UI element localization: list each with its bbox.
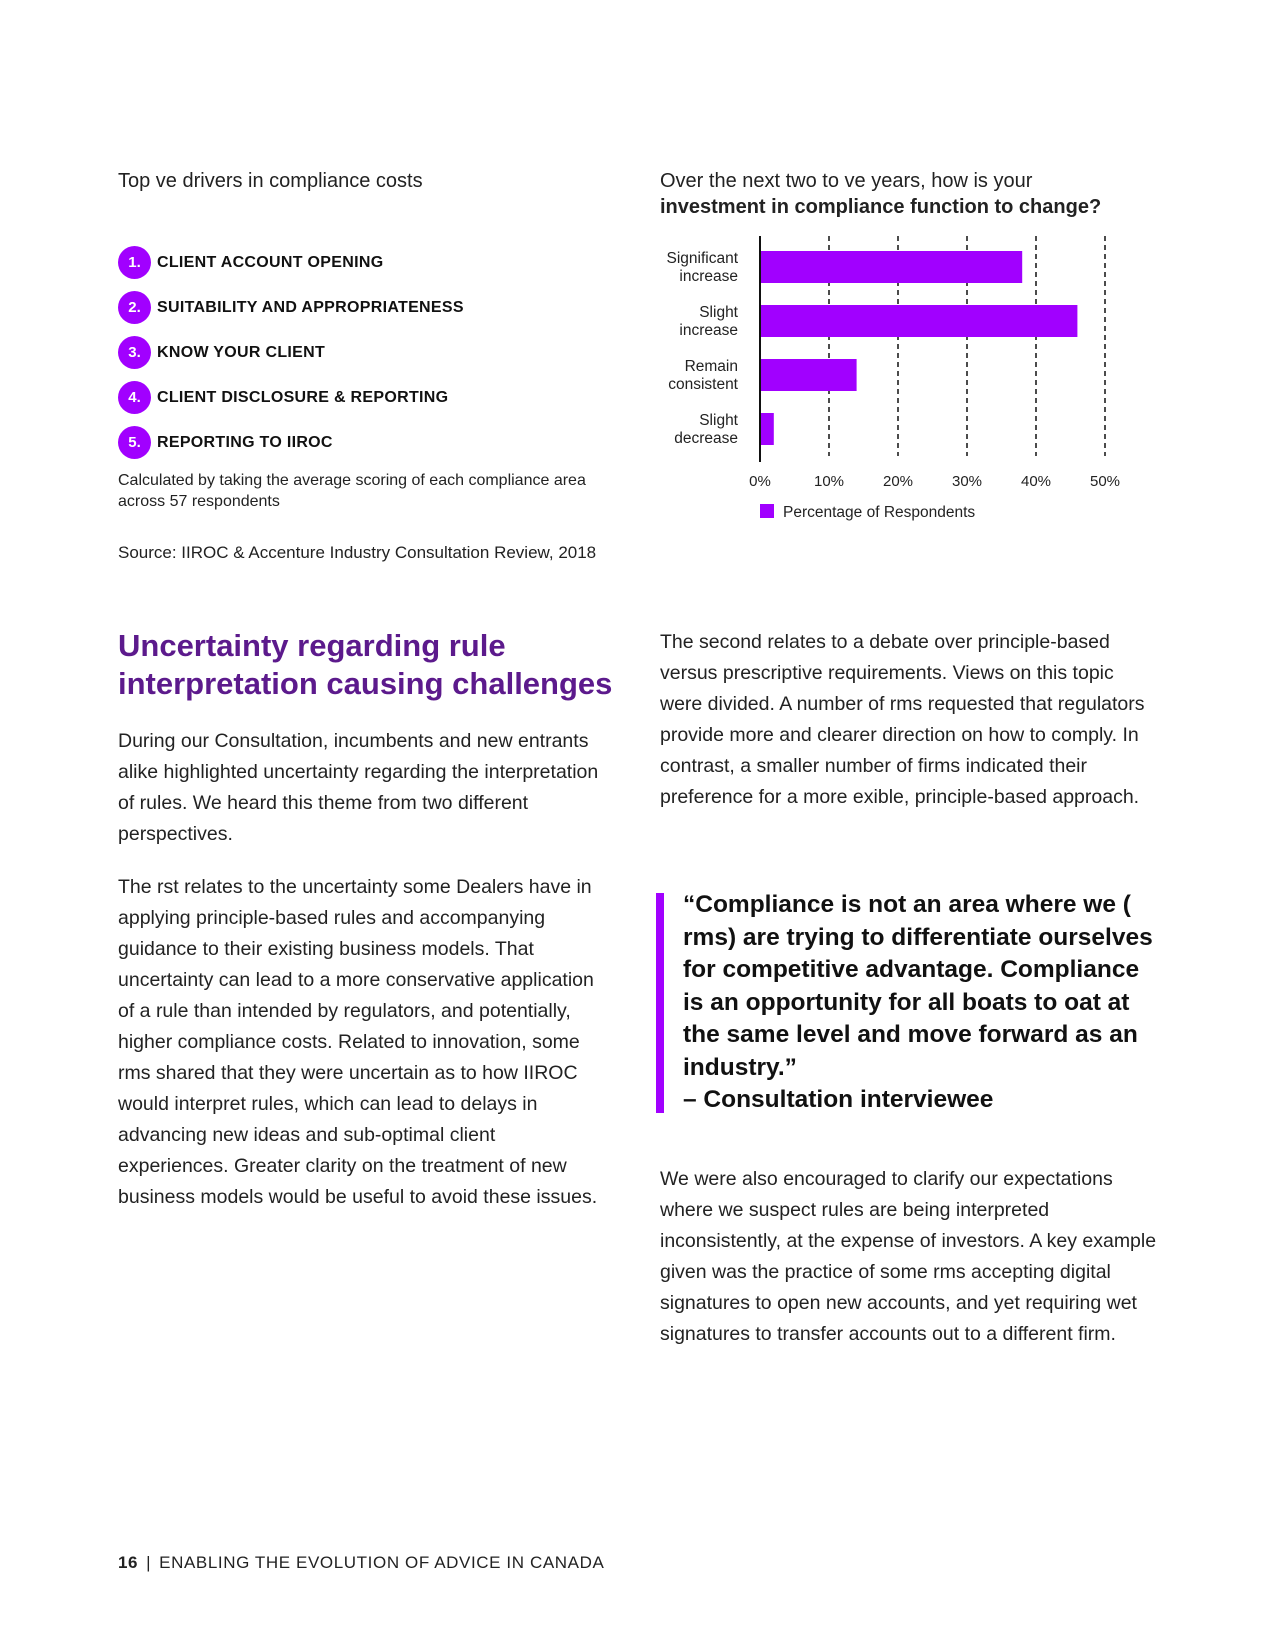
quote-accent-bar [656, 893, 664, 1113]
category-label: Slight [699, 304, 738, 321]
category-label: Significant [666, 250, 738, 267]
source-note: Source: IIROC & Accenture Industry Consultation Review, 2018 [118, 543, 597, 562]
list-item [118, 420, 638, 465]
page-number: 16 [118, 1553, 139, 1572]
footer-separator: | [146, 1553, 152, 1572]
driver-label: CLIENT ACCOUNT OPENING [157, 253, 384, 271]
x-tick-label: 0% [749, 473, 771, 490]
number-badge: 1. [118, 246, 151, 279]
number-badge: 2. [118, 291, 151, 324]
category-label: consistent [668, 376, 738, 393]
number-badge: 3. [118, 336, 151, 369]
number-badge: 4. [118, 381, 151, 414]
driver-label: CLIENT DISCLOSURE & REPORTING [157, 388, 449, 406]
category-label: Slight [699, 412, 738, 429]
paragraph: We were also encouraged to clarify our expectations where we suspect rules are being interpreted inconsistently, at the expense of investors. A key example given was the practice of some rms accepting digital signatures to open new accounts, and yet requiring wet signatures to transfer accounts out to a different firm. [660, 1168, 1157, 1345]
page-footer [118, 1553, 604, 1573]
list-item [118, 285, 638, 330]
quote-attribution: – Consultation interviewee [683, 1086, 994, 1113]
drivers-note: Calculated by taking the average scoring of each compliance area across 57 respondents [118, 472, 586, 510]
bar [760, 413, 774, 445]
chart-question-line2: investment in compliance function to change? [660, 196, 1102, 218]
paragraph: During our Consultation, incumbents and new entrants alike highlighted uncertainty regarding the interpretation of rules. We heard this theme from two different perspectives. [118, 730, 599, 845]
driver-label: SUITABILITY AND APPROPRIATENESS [157, 298, 464, 316]
bar [760, 251, 1022, 283]
category-label: increase [679, 268, 738, 285]
paragraph: The second relates to a debate over principle-based versus prescriptive requirements. Views on this topic were divided. A number of rms requested that regulators provide more and clearer direction on how to comply. In contrast, a smaller number of firms indicated their preference for a more exible, principle-based approach. [660, 631, 1145, 808]
number-badge: 5. [118, 426, 151, 459]
bar [760, 359, 857, 391]
drivers-title: Top ve drivers in compliance costs [118, 170, 423, 192]
list-item [118, 375, 638, 420]
x-tick-label: 10% [813, 473, 845, 490]
quote-body: “Compliance is not an area where we ( rms) are trying to differentiate ourselves for competitive advantage. Compliance is an opportunity for all boats to oat at the same level and move forward as an industry.” [683, 891, 1153, 1081]
category-label: decrease [674, 430, 738, 447]
drivers-list [118, 240, 638, 465]
investment-bar-chart [640, 235, 1120, 525]
driver-label: REPORTING TO IIROC [157, 433, 333, 451]
legend-swatch [760, 504, 774, 518]
chart-question-line1: Over the next two to ve years, how is your [660, 170, 1033, 192]
category-label: Remain [684, 358, 738, 375]
legend-label: Percentage of Respondents [783, 504, 976, 521]
driver-label: KNOW YOUR CLIENT [157, 343, 326, 361]
section-heading: Uncertainty regarding rule interpretation causing challenges [118, 628, 613, 701]
x-tick-label: 50% [1089, 473, 1120, 490]
list-item [118, 330, 638, 375]
x-tick-label: 30% [951, 473, 983, 490]
x-tick-label: 40% [1020, 473, 1052, 490]
category-label: increase [679, 322, 738, 339]
paragraph: The rst relates to the uncertainty some Dealers have in applying principle-based rules and accompanying guidance to their existing business models. That uncertainty can lead to a more conservative application of a rule than intended by regulators, and potentially, higher compliance costs. Related to innovation, some rms shared that they were uncertain as to how IIROC would interpret rules, which can lead to delays in advancing new ideas and sub-optimal client experiences. Greater clarity on the treatment of new business models would be useful to avoid these issues. [118, 876, 598, 1208]
pull-quote [683, 889, 1153, 1117]
x-tick-label: 20% [882, 473, 914, 490]
list-item [118, 240, 638, 285]
bar [760, 305, 1077, 337]
footer-title: ENABLING THE EVOLUTION OF ADVICE IN CANADA [159, 1553, 605, 1572]
